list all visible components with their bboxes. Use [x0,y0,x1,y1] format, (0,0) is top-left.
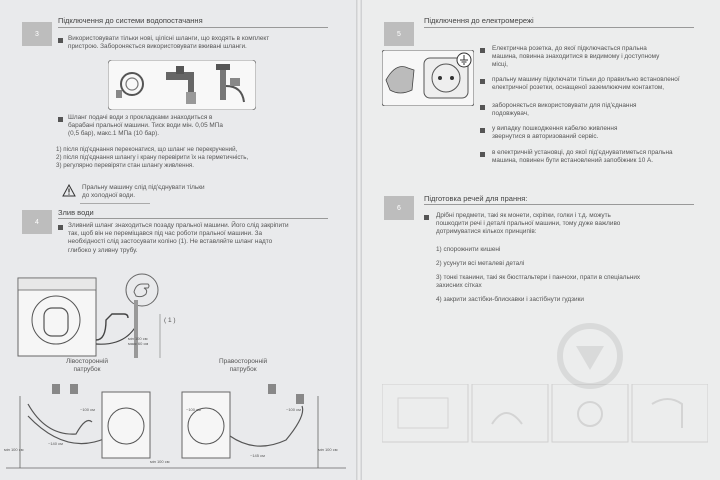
warning-text: Пральну машину слід під'єднувати тільки до холодної води. [82,184,205,200]
bullet-icon [58,225,63,230]
right-outlet-caption: Правосторонній патрубок [219,358,268,373]
bullet-icon [480,79,485,84]
prep-step: 1) спорожнити кишені [436,246,501,253]
title-rule [58,27,328,28]
dimension-label: мін 100 см [150,459,170,464]
paragraph-new-hoses: Використовувати тільки нові, цілісні шланги, що входять в комплект пристрою. Забороняється використовувати вживані шланги. [68,35,270,51]
dimension-label: ~100 см [186,407,201,412]
right-page [362,0,720,480]
left-page [0,0,356,480]
dimension-label: ~100 см [286,407,301,412]
dimension-label: мін 100 см [318,447,338,452]
dimension-label: ~100 см [80,407,95,412]
paragraph-inlet-hose: Шланг подачі води з прокладками знаходиться в барабані пральної машини. Тиск води мін. 0,05 МПа (0,5 бар), макс.1 МПа (10 бар). [68,114,223,138]
title-rule [424,27,694,28]
title-rule [58,218,328,219]
outlet-connections-diagram [6,376,346,480]
prep-step: 2) усунути всі металеві деталі [436,260,525,267]
dimension-label: ~140 см [48,441,63,446]
laundry-items-illustration [382,384,708,449]
dimension-label: ~145 см [250,453,265,458]
section-number: 5 [384,22,414,46]
bullet-icon [58,38,63,43]
height-dimension: мін 100 см макс 60 см [128,336,149,346]
bullet-icon [480,152,485,157]
callout-label: ( 1 ) [164,317,176,324]
warning-icon [62,184,76,202]
warning-rule [80,203,150,204]
electric-rule-1: Електрична розетка, до якої підключається пральна машина, повинна знаходитися в видимому і доступному місці, [492,45,660,69]
hose-tap-illustration [108,60,256,115]
bullet-icon [480,105,485,110]
section-number: 6 [384,196,414,220]
ground-icon [456,52,472,73]
paragraph-small-items: Дрібні предмети, такі як монети, скріпки, голки і т.д. можуть пошкодити речі і деталі пральної машини, тому дуже важливо дотримуватися кількох принципів: [436,212,621,236]
section-title: Підключення до системи водопостачання [58,16,203,25]
bullet-icon [480,128,485,133]
section-number: 4 [22,210,52,234]
paragraph-drain: Зливний шланг знаходиться позаду пральної машини. Його слід закріпити так, щоб він не переміщався під час роботи пральної машини. За необхідності слід застосувати коліно (1). Не вставляйте шланг надто глибоко у зливну трубу. [68,222,289,254]
section-title: Підключення до електромережі [424,16,534,25]
electric-rule-3: забороняється використовувати для під'єднання подовжувач, [492,102,637,118]
prep-step: 3) тонкі тканини, такі як бюстгальтери і панчохи, прати в спеціальних захисних сітках [436,274,641,290]
electric-rule-4: у випадку пошкодження кабелю живлення звернутися в авторизований сервіс. [492,125,618,141]
electric-rule-5: в електричній установці, до якої під'єднуватиметься пральна машина, повинен бути встановлений запобіжник 10 А. [492,149,673,165]
prep-step: 4) закрити застібки-блискавки і застібнути гудзики [436,296,584,303]
bullet-icon [480,48,485,53]
section-number: 3 [22,22,52,46]
section-title: Злив води [58,208,94,217]
section-title: Підготовка речей для прання: [424,194,528,203]
steps-list: 1) після під'єднання переконатися, що шланг не перекручений, 2) після під'єднання шлангу і крану перевірити їх на герметичність, 3) регулярно перевіряти стан шлангу живлення. [56,146,249,169]
dimension-label: мін 100 см [4,447,24,452]
title-rule [424,204,694,205]
bullet-icon [424,215,429,220]
bullet-icon [58,117,63,122]
electric-rule-2: пральну машину підключати тільки до правильно встановленої електричної розетки, оснащеної заземлюючим контактом, [492,76,680,92]
drain-installation-diagram [14,270,214,365]
left-outlet-caption: Лівосторонній патрубок [66,358,108,373]
